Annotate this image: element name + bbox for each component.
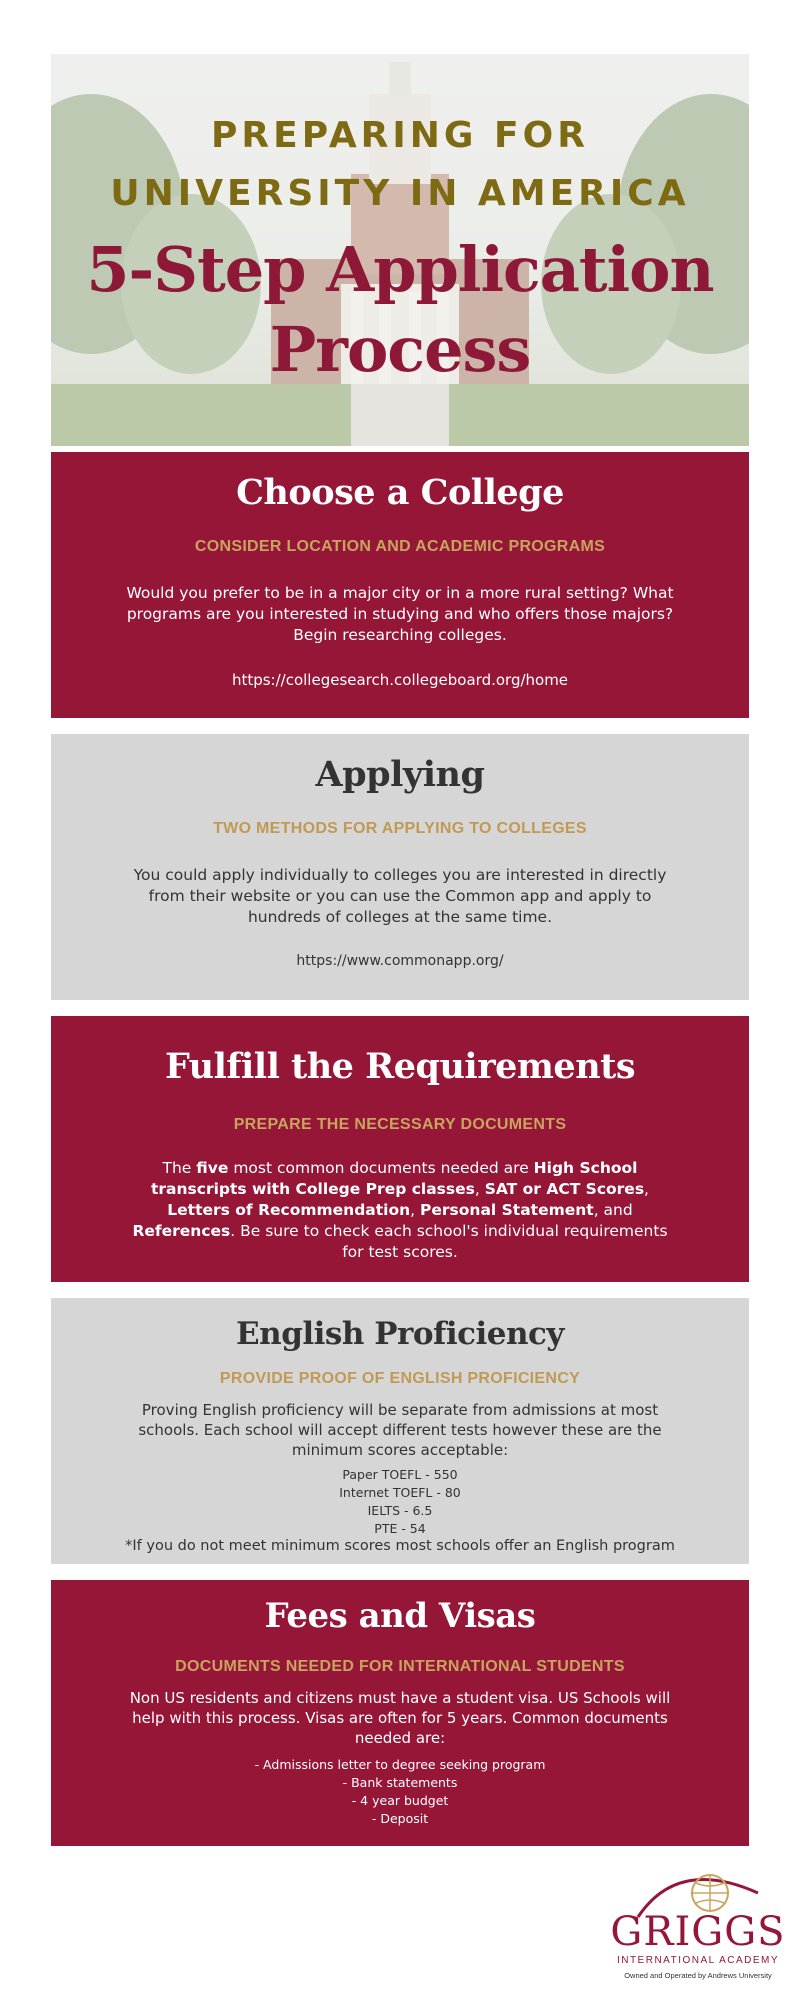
body-text: , and [593,1201,633,1219]
step-title: English Proficiency [236,1316,564,1352]
body-emphasis: SAT or ACT Scores [484,1180,645,1198]
step-body: You could apply individually to colleges you are interested in directly from their website or you can use the Common app and apply to hundreds of colleges at the same time. [133,866,667,926]
step-title: Choose a College [236,472,564,513]
score-ielts: IELTS - 6.5 [367,1503,433,1518]
griggs-logo [608,1865,788,1985]
body-emphasis: References [132,1222,231,1240]
document-deposit: - Deposit [371,1811,429,1826]
step-choose-college [51,452,749,718]
step-subtitle: TWO METHODS FOR APPLYING TO COLLEGES [213,820,587,837]
body-text: , [644,1180,649,1198]
hero-kicker-line-1: PREPARING FOR [211,115,589,156]
step-subtitle: DOCUMENTS NEEDED FOR INTERNATIONAL STUDENTS [175,1658,625,1675]
logo-tagline: INTERNATIONAL ACADEMY [616,1955,780,1966]
body-text: most common documents needed are [228,1159,534,1177]
step-subtitle: PREPARE THE NECESSARY DOCUMENTS [233,1116,567,1133]
step-title: Fulfill the Requirements [164,1046,636,1087]
step-fees-visas [51,1580,749,1846]
body-emphasis: High School transcripts with College Prep classes [151,1159,638,1198]
common-app-link[interactable]: https://www.commonapp.org/ [296,953,504,969]
logo-name: GRIGGS [610,1909,786,1955]
step-subtitle: PROVIDE PROOF OF ENGLISH PROFICIENCY [219,1370,581,1387]
document-admissions-letter: - Admissions letter to degree seeking program [254,1757,546,1772]
step-body [121,1158,679,1263]
step-requirements [51,1016,749,1282]
step-body: Non US residents and citizens must have a student visa. US Schools will help with this process. Visas are often for 5 years. Common documents needed are: [129,1689,671,1747]
body-emphasis: Personal Statement [420,1201,594,1219]
step-subtitle: CONSIDER LOCATION AND ACADEMIC PROGRAMS [194,538,606,555]
score-internet-toefl: Internet TOEFL - 80 [339,1485,461,1500]
hero-title-line-1: 5-Step Application [86,233,714,306]
step-title: Fees and Visas [264,1596,536,1636]
body-text: The [162,1159,197,1177]
hero-title-line-2: Process [269,313,531,386]
document-bank-statements: - Bank statements [342,1775,458,1790]
document-budget: - 4 year budget [351,1793,449,1808]
english-program-note: *If you do not meet minimum scores most schools offer an English program [125,1538,675,1554]
step-applying [51,734,749,1000]
hero-kicker-line-2: UNIVERSITY IN AMERICA [110,173,690,214]
logo-owner: Owned and Operated by Andrews University [624,1971,772,1980]
hero-banner [51,54,749,446]
score-paper-toefl: Paper TOEFL - 550 [342,1467,458,1482]
body-text: , [474,1180,485,1198]
body-emphasis: Letters of Recommendation [167,1201,411,1219]
body-text: , [410,1201,421,1219]
step-english-proficiency [51,1298,749,1564]
body-emphasis: five [196,1159,229,1177]
college-search-link[interactable]: https://collegesearch.collegeboard.org/home [231,671,569,689]
step-body: Would you prefer to be in a major city or in a more rural setting? What programs are you interested in studying and who offers those majors? Begin researching colleges. [126,584,674,644]
body-text: . Be sure to check each school's individual requirements for test scores. [230,1222,668,1261]
step-title: Applying [315,754,485,795]
step-body: Proving English proficiency will be separate from admissions at most schools. Each school will accept different tests however these are the minimum scores acceptable: [138,1401,662,1459]
score-pte: PTE - 54 [374,1521,426,1536]
